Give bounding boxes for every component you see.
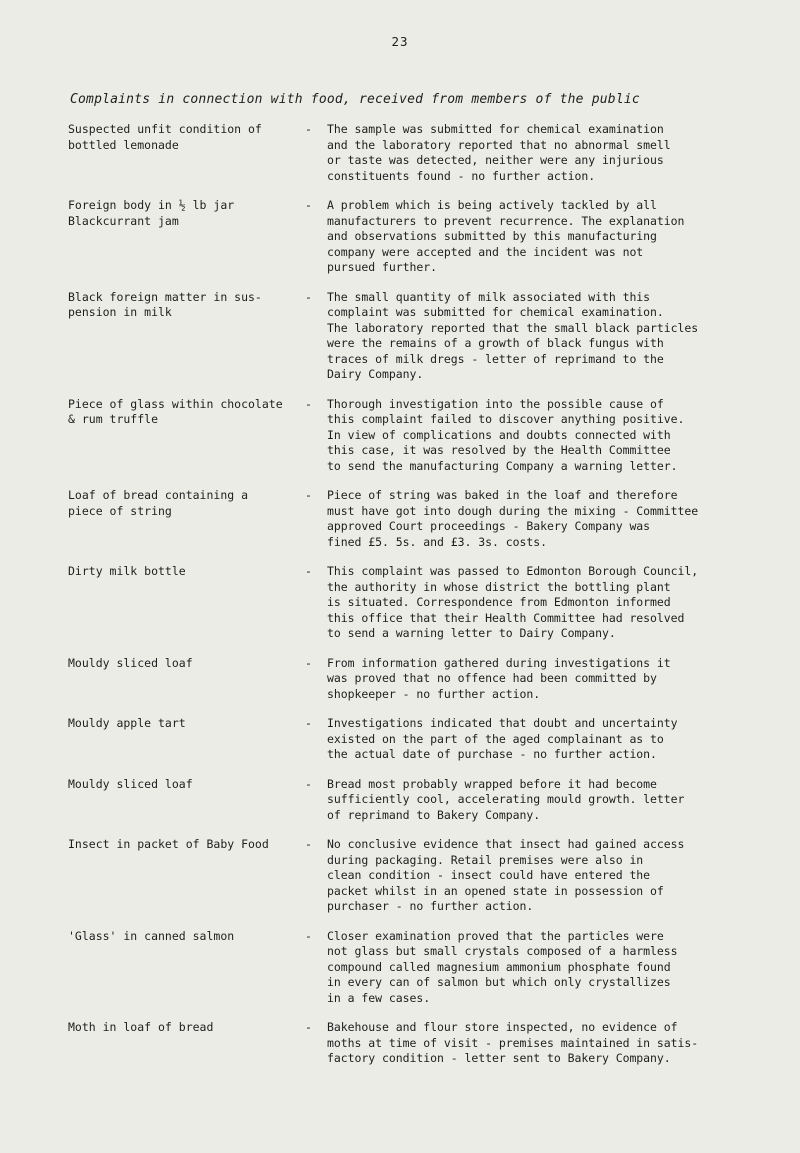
complaint-subject: Dirty milk bottle <box>68 564 186 578</box>
complaint-subject: Foreign body in ½ lb jar Blackcurrant jam <box>68 198 235 228</box>
complaint-detail: Thorough investigation into the possible cause of this complaint failed to discover anything positive. In view of complications and doubts connected with this case, it was resolved by the Health Committee to send the manufacturing Company a warning letter. <box>327 396 685 473</box>
complaint-detail: Closer examination proved that the particles were not glass but small crystals composed of a harmless compound called magnesium ammonium phosphate found in every can of salmon but which only crystallizes in a few cases. <box>327 928 678 1005</box>
complaint-detail: No conclusive evidence that insect had gained access during packaging. Retail premises were also in clean condition - insect could have entered the packet whilst in an opened state in possession of purchaser - no further action. <box>327 837 685 913</box>
separator-dash: - <box>305 716 312 730</box>
separator-dash: - <box>305 655 312 670</box>
separator-dash: - <box>305 928 312 943</box>
complaint-subject: Black foreign matter in sus- pension in milk <box>68 289 262 319</box>
complaint-detail: The small quantity of milk associated with this complaint was submitted for chemical examination. The laboratory reported that the small black particles were the remains of a growth of black fungus with traces of milk dregs - letter of reprimand to the Dairy Company. <box>327 289 699 381</box>
complaint-subject: Loaf of bread containing a piece of string <box>68 488 249 518</box>
complaint-subject: Mouldy sliced loaf <box>68 776 193 791</box>
separator-dash: - <box>305 564 312 578</box>
complaint-detail: Investigations indicated that doubt and uncertainty existed on the part of the aged complainant as to the actual date of purchase - no further action. <box>327 716 678 761</box>
complaint-subject: Suspected unfit condition of bottled lemonade <box>68 122 262 152</box>
separator-dash: - <box>305 198 312 212</box>
complaint-subject: Piece of glass within chocolate & rum truffle <box>68 396 283 426</box>
complaint-detail: Bread most probably wrapped before it had become sufficiently cool, accelerating mould growth. letter of reprimand to Bakery Company. <box>327 776 685 822</box>
complaint-detail: This complaint was passed to Edmonton Borough Council, the authority in whose district the bottling plant is situated. Correspondence from Edmonton informed this office that their Health Committee had resolved to send a warning letter to Dairy Company. <box>327 564 699 640</box>
separator-dash: - <box>305 488 312 502</box>
complaint-detail: The sample was submitted for chemical examination and the laboratory reported that no abnormal smell or taste was detected, neither were any injurious constituents found - no further action. <box>327 122 671 183</box>
complaint-subject: Mouldy sliced loaf <box>68 655 193 670</box>
complaint-detail: Piece of string was baked in the loaf and therefore must have got into dough during the mixing - Committee approved Court proceedings - Bakery Company was fined £5. 5s. and £3. 3s. costs. <box>327 488 699 549</box>
separator-dash: - <box>305 122 312 136</box>
separator-dash: - <box>305 776 312 791</box>
complaint-subject: Mouldy apple tart <box>68 716 186 730</box>
complaint-detail: A problem which is being actively tackled by all manufacturers to prevent recurrence. The explanation and observations submitted by this manufacturing company were accepted and the incident was not pursued further. <box>327 198 685 274</box>
complaint-detail: Bakehouse and flour store inspected, no evidence of moths at time of visit - premises maintained in satis- factory condition - letter sent to Bakery Company. <box>327 1020 699 1065</box>
complaint-subject: 'Glass' in canned salmon <box>68 928 235 943</box>
separator-dash: - <box>305 396 312 411</box>
separator-dash: - <box>305 837 312 851</box>
separator-dash: - <box>305 289 312 304</box>
complaint-subject: Moth in loaf of bread <box>68 1020 214 1034</box>
complaint-detail: From information gathered during investigations it was proved that no offence had been committed by shopkeeper - no further action. <box>327 655 671 701</box>
page-number: 23 <box>391 34 409 49</box>
section-heading: Complaints in connection with food, received from members of the public <box>70 92 640 107</box>
complaint-subject: Insect in packet of Baby Food <box>68 837 269 851</box>
separator-dash: - <box>305 1020 312 1034</box>
